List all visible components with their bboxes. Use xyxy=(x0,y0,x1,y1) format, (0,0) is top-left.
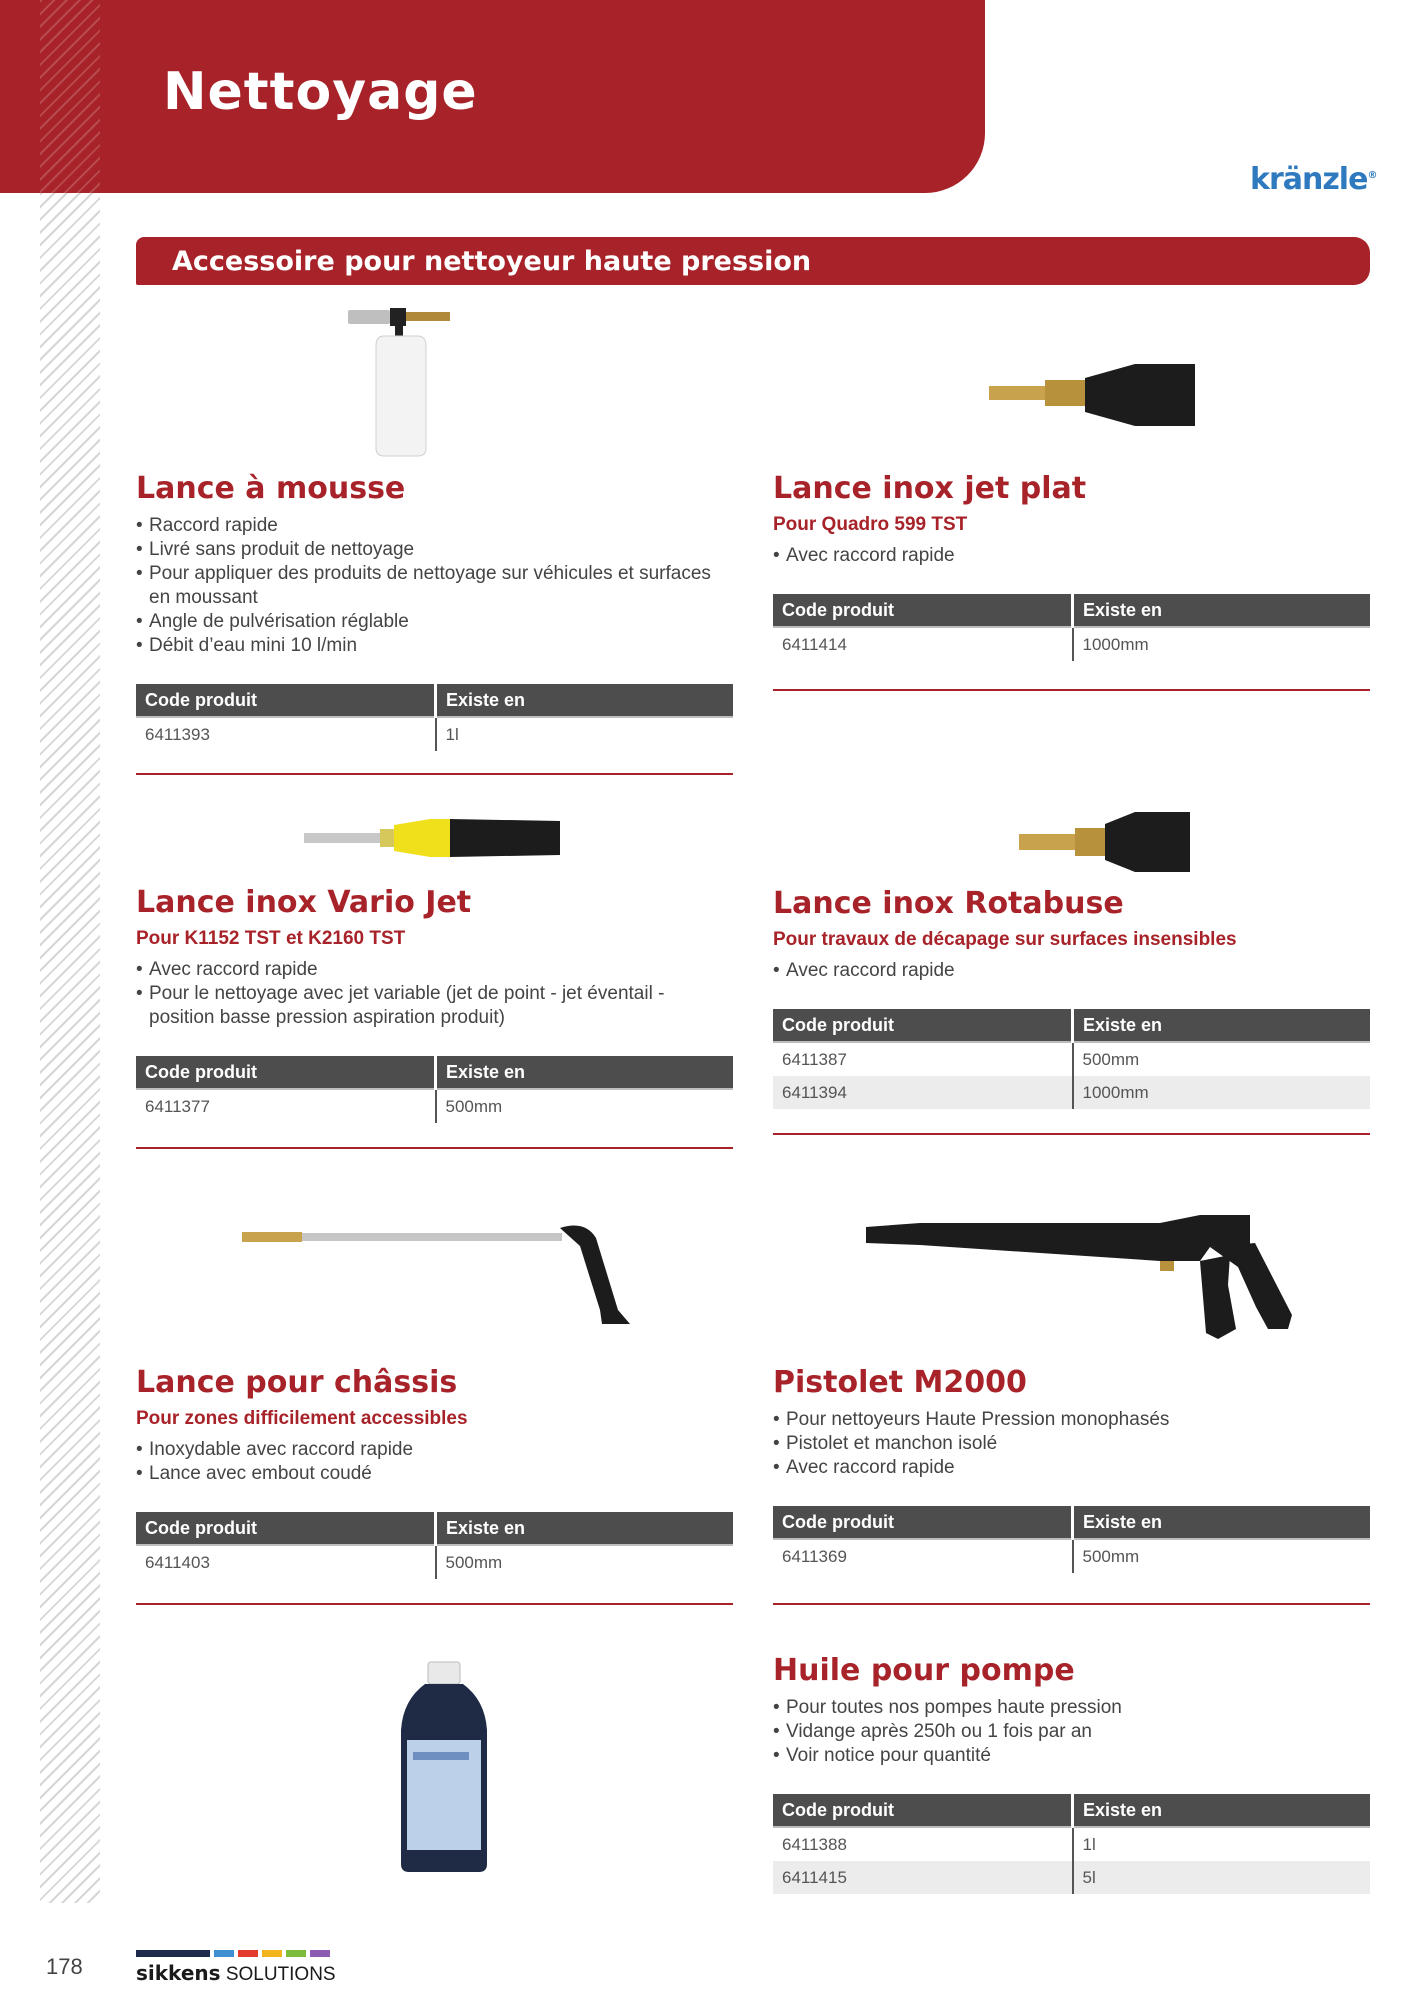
product-title: Pistolet M2000 xyxy=(773,1365,1027,1400)
logo-bar xyxy=(214,1950,234,1957)
kranzle-logo-text: kränzle xyxy=(1250,162,1368,197)
header-existe: Existe en xyxy=(436,1056,734,1089)
cell-existe: 1000mm xyxy=(1073,627,1371,661)
header-hatch-pattern xyxy=(40,0,100,193)
bullet-item: • Avec raccord rapide xyxy=(773,1456,1370,1480)
product-pistolet-m2000 xyxy=(773,1364,1370,1573)
bullet-item: • Débit d’eau mini 10 l/min xyxy=(136,634,733,658)
cell-code: 6411369 xyxy=(782,1546,847,1566)
cell-existe: 1000mm xyxy=(1073,1076,1371,1109)
product-title: Lance inox jet plat xyxy=(773,471,1087,506)
logo-bar xyxy=(136,1950,210,1957)
divider xyxy=(773,1133,1370,1135)
cell-existe: 500mm xyxy=(436,1089,734,1123)
table-row xyxy=(773,627,1370,661)
product-bullets xyxy=(136,958,733,1030)
sikkens-solutions-logo xyxy=(136,1950,356,1990)
bullet-item: • Raccord rapide xyxy=(136,514,733,538)
product-lance-chassis xyxy=(136,1364,733,1579)
product-title: Lance à mousse xyxy=(136,471,406,506)
header-existe: Existe en xyxy=(436,1512,734,1545)
logo-color-bars xyxy=(136,1950,356,1957)
product-bullets xyxy=(136,1438,733,1486)
header-code: Code produit xyxy=(773,1506,1073,1539)
bullet-item: • Pour nettoyeurs Haute Pression monophasés xyxy=(773,1408,1370,1432)
product-subtitle: Pour Quadro 599 TST xyxy=(773,514,968,535)
header-existe: Existe en xyxy=(1073,1009,1371,1042)
logo-brand: sikkens xyxy=(136,1961,221,1985)
kranzle-logo xyxy=(1250,162,1376,197)
product-bullets xyxy=(773,1696,1370,1768)
product-subtitle: Pour zones difficilement accessibles xyxy=(136,1408,468,1429)
page-title: Nettoyage xyxy=(163,62,478,122)
table-row xyxy=(773,1539,1370,1573)
header-existe: Existe en xyxy=(1073,594,1371,627)
header-existe: Existe en xyxy=(1073,1794,1371,1827)
product-title: Lance inox Rotabuse xyxy=(773,886,1124,921)
table-row xyxy=(136,717,733,751)
logo-bar xyxy=(238,1950,258,1957)
table-row xyxy=(773,1827,1370,1861)
product-title: Lance inox Vario Jet xyxy=(136,885,472,920)
product-lance-rotabuse xyxy=(773,885,1370,1109)
cell-existe: 500mm xyxy=(1073,1539,1371,1573)
bullet-item: • Livré sans produit de nettoyage xyxy=(136,538,733,562)
divider xyxy=(773,689,1370,691)
chassis-lance-image xyxy=(240,1220,630,1330)
cell-existe: 500mm xyxy=(1073,1042,1371,1076)
header-code: Code produit xyxy=(773,1009,1073,1042)
cell-existe: 1l xyxy=(436,717,734,751)
rotabuse-lance-image xyxy=(1015,810,1195,875)
side-hatch-pattern xyxy=(40,193,100,1903)
bullet-item: • Pour appliquer des produits de nettoyage sur véhicules et surfaces en moussant xyxy=(136,562,733,610)
product-table xyxy=(136,1056,733,1123)
flat-jet-lance-image xyxy=(985,360,1195,430)
cell-code: 6411388 xyxy=(782,1834,847,1854)
product-table xyxy=(773,1009,1370,1109)
product-lance-jet-plat xyxy=(773,470,1370,661)
product-bullets xyxy=(773,544,1370,568)
header-code: Code produit xyxy=(136,1512,436,1545)
logo-bar xyxy=(310,1950,330,1957)
bullet-item: • Lance avec embout coudé xyxy=(136,1462,733,1486)
table-row xyxy=(136,1545,733,1579)
cell-code: 6411377 xyxy=(145,1096,210,1116)
pump-oil-bottle-image xyxy=(395,1660,495,1875)
bullet-item: • Pour toutes nos pompes haute pression xyxy=(773,1696,1370,1720)
product-bullets xyxy=(773,959,1370,983)
cell-code: 6411387 xyxy=(782,1049,847,1069)
product-bullets xyxy=(136,514,733,658)
header-code: Code produit xyxy=(773,594,1073,627)
table-row xyxy=(136,1089,733,1123)
kranzle-logo-mark: ® xyxy=(1367,170,1377,181)
product-table xyxy=(773,1506,1370,1573)
divider xyxy=(136,1603,733,1605)
section-banner xyxy=(136,237,1370,285)
vario-jet-lance-image xyxy=(300,815,570,865)
product-subtitle: Pour K1152 TST et K2160 TST xyxy=(136,928,406,949)
bullet-item: • Angle de pulvérisation réglable xyxy=(136,610,733,634)
section-title: Accessoire pour nettoyeur haute pression xyxy=(172,246,812,277)
bullet-item: • Avec raccord rapide xyxy=(773,959,1370,983)
logo-bar xyxy=(286,1950,306,1957)
header-existe: Existe en xyxy=(1073,1506,1371,1539)
page-number: 178 xyxy=(46,1954,83,1979)
product-bullets xyxy=(773,1408,1370,1480)
product-title: Huile pour pompe xyxy=(773,1653,1075,1688)
product-table xyxy=(773,594,1370,661)
product-lance-vario-jet xyxy=(136,884,733,1123)
product-lance-mousse xyxy=(136,470,733,751)
cell-code: 6411414 xyxy=(782,634,847,654)
product-huile-pompe xyxy=(773,1652,1370,1894)
product-table xyxy=(773,1794,1370,1894)
product-table xyxy=(136,1512,733,1579)
bullet-item: • Vidange après 250h ou 1 fois par an xyxy=(773,1720,1370,1744)
bullet-item: • Pistolet et manchon isolé xyxy=(773,1432,1370,1456)
divider xyxy=(773,1603,1370,1605)
table-row xyxy=(773,1861,1370,1894)
cell-existe: 5l xyxy=(1073,1861,1371,1894)
bullet-item: • Voir notice pour quantité xyxy=(773,1744,1370,1768)
cell-code: 6411415 xyxy=(773,1861,1073,1894)
cell-code: 6411393 xyxy=(145,724,210,744)
product-subtitle: Pour travaux de décapage sur surfaces insensibles xyxy=(773,929,1237,950)
header-code: Code produit xyxy=(773,1794,1073,1827)
header-existe: Existe en xyxy=(436,684,734,717)
bullet-item: • Avec raccord rapide xyxy=(773,544,1370,568)
foam-lance-image xyxy=(340,300,470,460)
logo-bar xyxy=(262,1950,282,1957)
header-banner xyxy=(0,0,985,193)
product-table xyxy=(136,684,733,751)
cell-code: 6411403 xyxy=(145,1552,210,1572)
bullet-item: • Inoxydable avec raccord rapide xyxy=(136,1438,733,1462)
divider xyxy=(136,1147,733,1149)
logo-suffix: SOLUTIONS xyxy=(225,1964,336,1985)
header-code: Code produit xyxy=(136,684,436,717)
bullet-item: • Avec raccord rapide xyxy=(136,958,733,982)
m2000-gun-image xyxy=(860,1205,1300,1345)
header-code: Code produit xyxy=(136,1056,436,1089)
cell-existe: 1l xyxy=(1073,1827,1371,1861)
bullet-item: • Pour le nettoyage avec jet variable (jet de point - jet éventail - position basse pression aspiration produit) xyxy=(136,982,733,1030)
divider xyxy=(136,773,733,775)
cell-existe: 500mm xyxy=(436,1545,734,1579)
table-row xyxy=(773,1076,1370,1109)
cell-code: 6411394 xyxy=(773,1076,1073,1109)
table-row xyxy=(773,1042,1370,1076)
product-title: Lance pour châssis xyxy=(136,1365,458,1400)
